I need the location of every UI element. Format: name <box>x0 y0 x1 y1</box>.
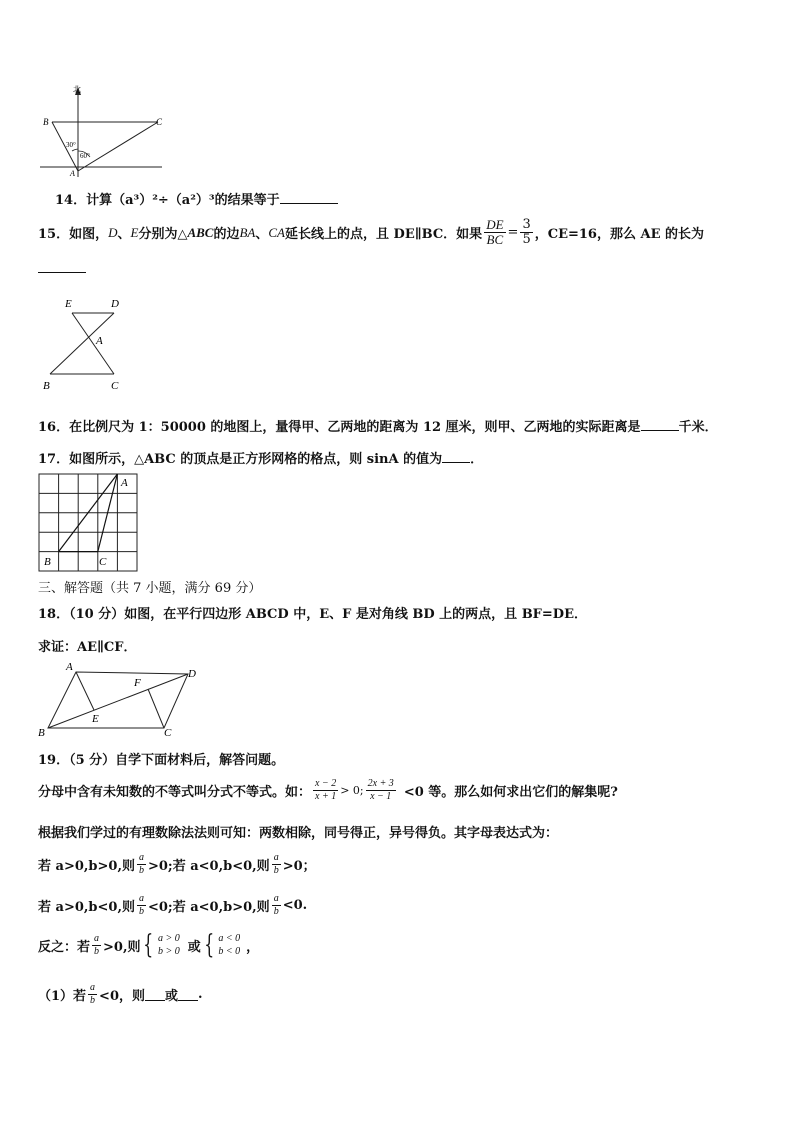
angle-30-label: 30° <box>66 141 76 149</box>
point-d-label: D <box>188 668 196 680</box>
q15-fraction-3-5: $\frac{3}{5}$ <box>522 217 531 247</box>
q15-text-4: 延长线上的点，且 DE∥BC．如果 <box>285 227 483 242</box>
point-c-label: C <box>164 727 172 739</box>
q15-equals: = <box>507 225 519 240</box>
q19-line-5: 反之：若 $\frac{a}{b}$ >0,则 { a > 0 b > 0 或 { a < 0 b < 0 ， <box>38 930 260 960</box>
q14-answer-blank[interactable] <box>280 191 338 204</box>
question-15 <box>38 218 704 247</box>
q15-text-3: 的边 <box>213 227 240 242</box>
q17-suffix: ． <box>470 452 484 467</box>
q15-sep-2: 、 <box>255 227 269 242</box>
q19-fraction-a-b: $\frac{a}{b}$ <box>273 893 279 917</box>
q19-line-2: 根据我们学过的有理数除法法则可知：两数相除，同号得正，异号得负。其字母表达式为： <box>38 826 559 841</box>
q15-fraction-de-bc: $\frac{DE}{BC}$ <box>486 217 504 247</box>
q15-segment-ca: CA <box>268 224 286 240</box>
point-c-label: C <box>99 556 107 568</box>
north-label: 北 <box>73 85 81 94</box>
q19-fraction-a-b: $\frac{a}{b}$ <box>94 932 100 957</box>
point-b-label: B <box>44 556 51 568</box>
point-c-label: C <box>156 117 163 127</box>
q19-fraction-a-b: $\frac{a}{b}$ <box>138 852 144 876</box>
point-e-label: E <box>92 713 99 725</box>
question-16 <box>38 416 718 435</box>
point-f-label: F <box>134 677 141 689</box>
q19-line-1: 分母中含有未知数的不等式叫分式不等式。如： $\frac{x - 2}{x + 1}$ > 0; $\frac{2x + 3}{x - 1}$ <0 等。那么如何求出它们的解集呢? <box>38 778 618 802</box>
section-3-title: 三、解答题（共 7 小题，满分 69 分） <box>38 581 262 596</box>
point-b-label: B <box>43 380 50 392</box>
q15-segment-ba: BA <box>239 224 256 240</box>
figure-q18 <box>36 660 206 740</box>
q19-example-fraction-1: $\frac{x - 2}{x + 1}$ <box>315 778 337 802</box>
point-c-label: C <box>111 380 119 392</box>
figure-q15 <box>38 296 138 394</box>
q19-line-4: 若 a>0,b<0,则 $\frac{a}{b}$ <0;若 a<0,b>0,则 $\frac{a}{b}$ <0. <box>38 893 308 917</box>
figure-q13 <box>40 85 170 180</box>
q16-answer-blank[interactable] <box>641 418 679 431</box>
q19-part-1: （1）若 $\frac{a}{b}$ <0，则 或 . <box>38 982 203 1006</box>
question-19: 19．（5 分）自学下面材料后，解答问题。 <box>38 753 285 768</box>
point-a-label: A <box>121 477 128 489</box>
q19-answer-blank-2[interactable] <box>178 988 198 1001</box>
q19-fraction-a-b: $\frac{a}{b}$ <box>273 852 279 876</box>
q14-text: 14．计算（a³）²÷（a²）³的结果等于 <box>55 193 280 208</box>
point-a-label: A <box>96 335 103 347</box>
point-b-label: B <box>38 727 45 739</box>
q19-system-2: { a < 0 b < 0 <box>204 930 241 960</box>
q15-point-d: D <box>108 224 118 240</box>
q19-line-3: 若 a>0,b>0,则 $\frac{a}{b}$ >0;若 a<0,b<0,则 $\frac{a}{b}$ >0； <box>38 852 316 876</box>
q16-suffix: 千米． <box>678 420 718 435</box>
q19-fraction-a-b: $\frac{a}{b}$ <box>90 982 96 1006</box>
q19-example-fraction-2: $\frac{2x + 3}{x - 1}$ <box>367 778 394 802</box>
q15-sep-1: 、 <box>117 227 131 242</box>
q15-triangle: ABC <box>187 224 214 240</box>
q15-answer-blank[interactable] <box>38 272 86 273</box>
q17-text: 17．如图所示，△ABC 的顶点是正方形网格的格点，则 sinA 的值为 <box>38 452 443 467</box>
q17-answer-blank[interactable] <box>442 450 470 463</box>
point-a-label: A <box>66 661 73 673</box>
q19-system-1: { a > 0 b > 0 <box>143 930 180 960</box>
question-17 <box>38 448 483 467</box>
q15-text-2: 分别为△ <box>138 227 188 242</box>
question-18: 18．（10 分）如图，在平行四边形 ABCD 中，E、F 是对角线 BD 上的两点，且 BF=DE． <box>38 607 587 622</box>
q16-text: 16．在比例尺为 1：50000 的地图上，量得甲、乙两地的距离为 12 厘米，则甲、乙两地的实际距离是 <box>38 420 641 435</box>
q15-point-e: E <box>130 224 139 240</box>
q19-fraction-a-b: $\frac{a}{b}$ <box>138 893 144 917</box>
q15-text-1: 15．如图， <box>38 227 109 242</box>
point-d-label: D <box>111 298 119 310</box>
point-b-label: B <box>43 117 49 127</box>
question-18-prove: 求证：AE∥CF． <box>38 640 137 655</box>
question-14 <box>55 189 338 208</box>
figure-q17-grid <box>38 473 140 573</box>
q15-text-5: ，CE=16，那么 AE 的长为 <box>534 227 705 242</box>
angle-60-label: 60° <box>80 152 90 160</box>
point-e-label: E <box>65 298 72 310</box>
q19-answer-blank-1[interactable] <box>145 988 165 1001</box>
point-a-label: A <box>70 169 75 178</box>
